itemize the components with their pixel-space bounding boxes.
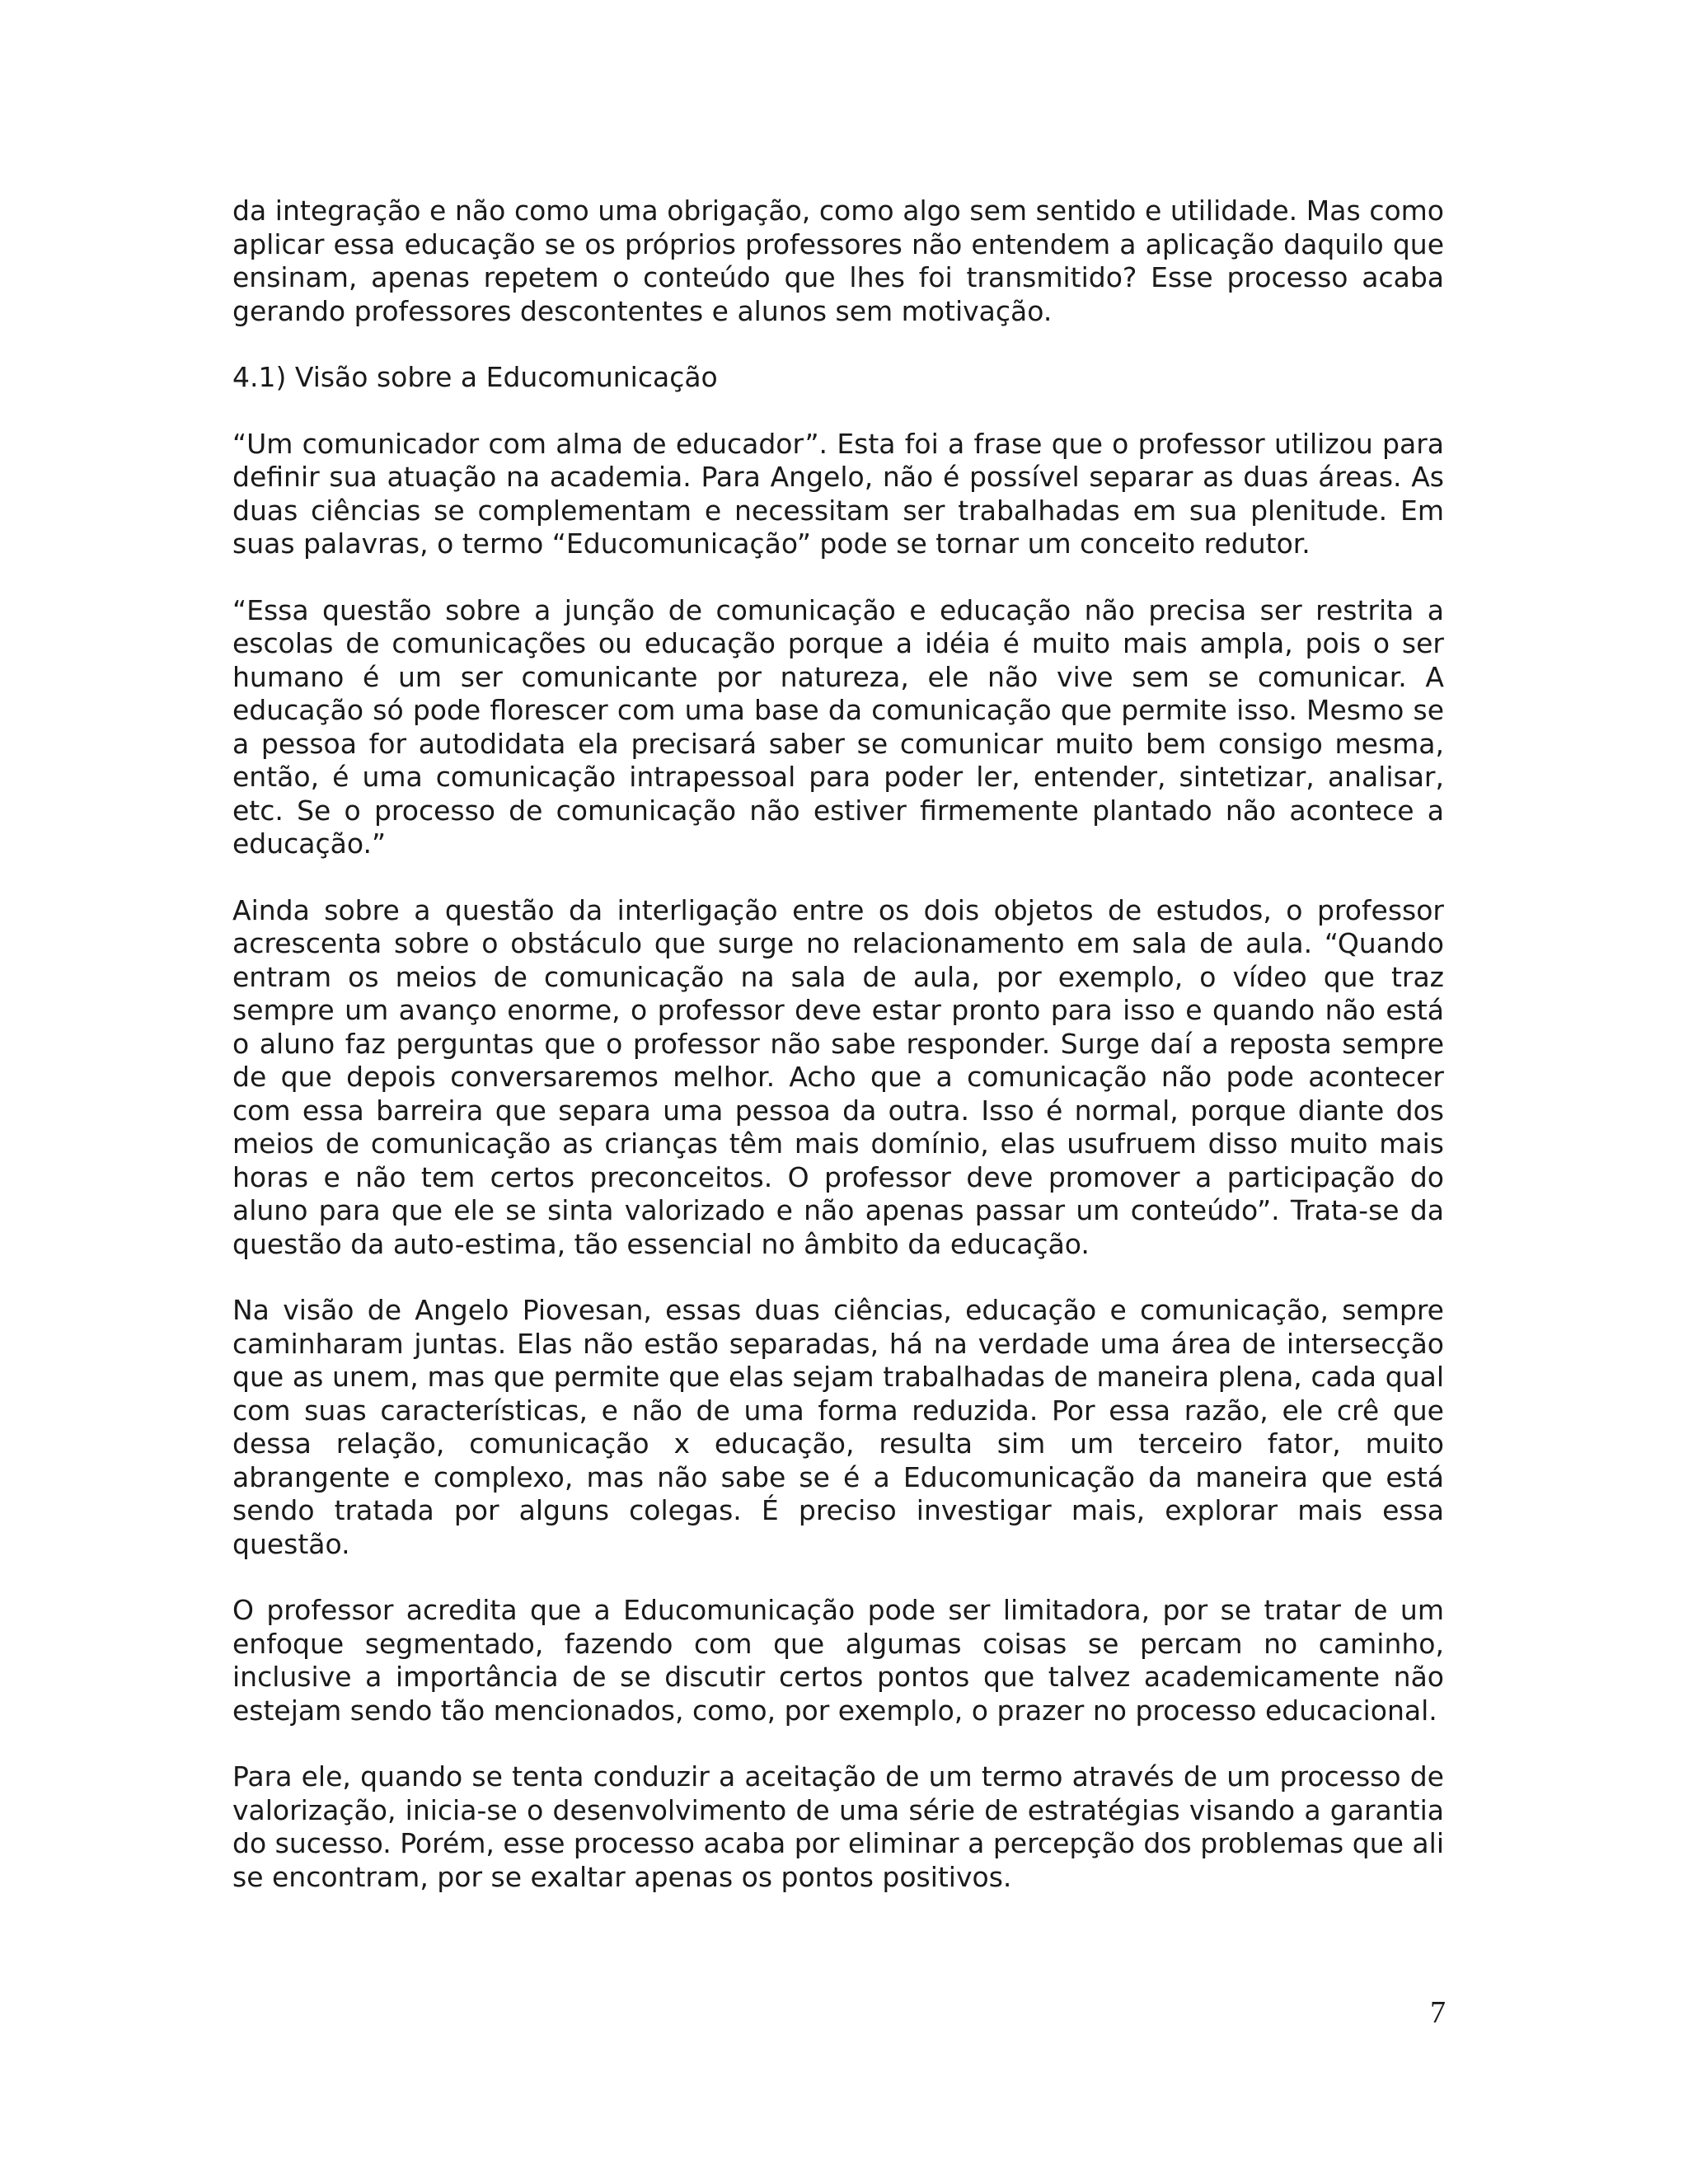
page-number: 7 xyxy=(1430,1995,1446,2030)
paragraph-communicator: “Um comunicador com alma de educador”. Esta foi a frase que o professor utilizou para definir sua atuação na academia. Para Angelo, não é possível separar as duas áreas. As duas ciências se complementam e necessitam ser trabalhadas em sua plenitude. Em suas palavras, o termo “Educomunicação” pode se tornar um conceito redutor. xyxy=(232,427,1444,560)
paragraph-valorization: Para ele, quando se tenta conduzir a aceitação de um termo através de um processo de valorização, inicia-se o desenvolvimento de uma série de estratégias visando a garantia do sucesso. Porém, esse processo acaba por eliminar a percepção dos problemas que ali se encontram, por se exaltar apenas os pontos positivos. xyxy=(232,1760,1444,1893)
paragraph-limiting: O professor acredita que a Educomunicação pode ser limitadora, por se tratar de um enfoque segmentado, fazendo com que algumas coisas se percam no caminho, inclusive a importância de se discutir certos pontos que talvez academicamente não estejam sendo tão mencionados, como, por exemplo, o prazer no processo educacional. xyxy=(232,1594,1444,1727)
document-body xyxy=(232,194,1444,1894)
paragraph-quote-junction: “Essa questão sobre a junção de comunicação e educação não precisa ser restrita a escolas de comunicações ou educação porque a idéia é muito mais ampla, pois o ser humano é um ser comunicante por natureza, ele não vive sem se comunicar. A educação só pode florescer com uma base da comunicação que permite isso. Mesmo se a pessoa for autodidata ela precisará saber se comunicar muito bem consigo mesma, então, é uma comunicação intrapessoal para poder ler, entender, sintetizar, analisar, etc. Se o processo de comunicação não estiver firmemente plantado não acontece a educação.” xyxy=(232,593,1444,860)
section-heading: 4.1) Visão sobre a Educomunicação xyxy=(232,361,718,393)
paragraph-interconnection: Ainda sobre a questão da interligação entre os dois objetos de estudos, o professor acrescenta sobre o obstáculo que surge no relacionamento em sala de aula. “Quando entram os meios de comunicação na sala de aula, por exemplo, o vídeo que traz sempre um avanço enorme, o professor deve estar pronto para isso e quando não está o aluno faz perguntas que o professor não sabe responder. Surge daí a reposta sempre de que depois conversaremos melhor. Acho que a comunicação não pode acontecer com essa barreira que separa uma pessoa da outra. Isso é normal, porque diante dos meios de comunicação as crianças têm mais domínio, elas usufruem disso muito mais horas e não tem certos preconceitos. O professor deve promover a participação do aluno para que ele se sinta valorizado e não apenas passar um conteúdo”. Trata-se da questão da auto-estima, tão essencial no âmbito da educação. xyxy=(232,893,1444,1260)
paragraph-piovesan-view: Na visão de Angelo Piovesan, essas duas ciências, educação e comunicação, sempre caminharam juntas. Elas não estão separadas, há na verdade uma área de intersecção que as unem, mas que permite que elas sejam trabalhadas de maneira plena, cada qual com suas características, e não de uma forma reduzida. Por essa razão, ele crê que dessa relação, comunicação x educação, resulta sim um terceiro fator, muito abrangente e complexo, mas não sabe se é a Educomunicação da maneira que está sendo tratada por alguns colegas. É preciso investigar mais, explorar mais essa questão. xyxy=(232,1294,1444,1560)
paragraph-integration: da integração e não como uma obrigação, como algo sem sentido e utilidade. Mas como aplicar essa educação se os próprios professores não entendem a aplicação daquilo que ensinam, apenas repetem o conteúdo que lhes foi transmitido? Esse processo acaba gerando professores descontentes e alunos sem motivação. xyxy=(232,194,1444,327)
